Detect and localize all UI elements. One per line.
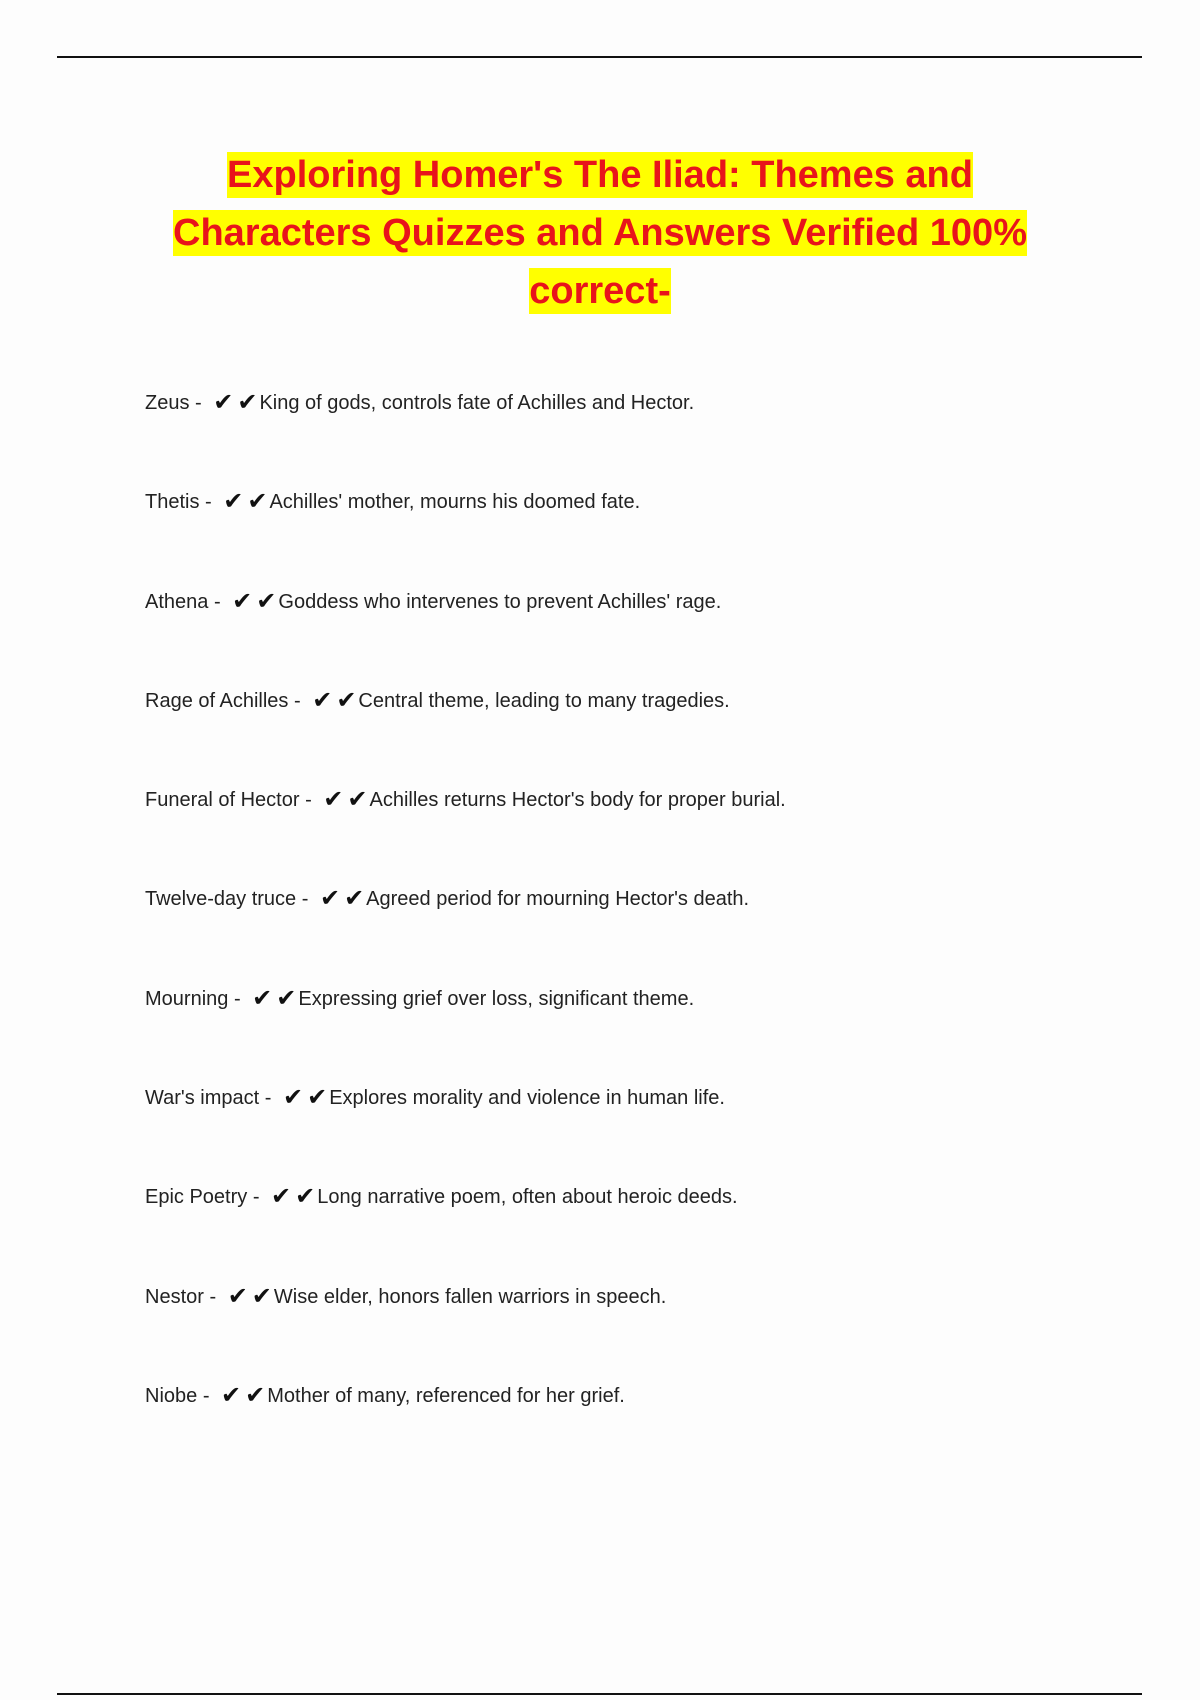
list-item [145,581,1145,680]
term-text: Twelve-day truce [145,888,297,911]
list-item [145,1176,1145,1275]
answer-text: Wise elder, honors fallen warriors in speech. [273,1285,667,1308]
term-text: Epic Poetry [145,1186,248,1209]
separator: - [288,689,307,712]
checkmark-icon: ✔ [245,1380,266,1409]
separator: - [228,987,247,1010]
separator: - [259,1087,277,1110]
checkmark-icon: ✔ [295,1182,316,1211]
term-text: Funeral of Hector [145,789,300,812]
checkmark-icon: ✔ [247,487,268,516]
checkmark-icon: ✔ [323,785,344,814]
separator: - [247,1186,266,1209]
term-text: Zeus [145,392,190,414]
separator: - [199,491,218,514]
term-text: Rage of Achilles [145,689,289,712]
list-item [145,481,1145,580]
document-title [100,146,1100,320]
answer-text: Agreed period for mourning Hector's death. [366,888,750,911]
list-item [145,978,1145,1077]
list-item [145,382,1145,481]
list-item [145,680,1145,779]
top-rule [57,56,1142,58]
checkmark-icon: ✔ [344,884,365,913]
list-item [145,779,1145,878]
answer-text: Expressing grief over loss, significant theme. [298,987,695,1010]
checkmark-icon: ✔ [256,586,277,615]
separator: - [208,590,227,613]
list-item [145,1375,1145,1474]
title-line-2: Characters Quizzes and Answers Verified 100% [173,212,1027,254]
title-line-3: correct- [529,270,671,312]
checkmark-icon: ✔ [347,785,368,814]
separator: - [197,1384,216,1407]
checkmark-icon: ✔ [319,884,341,913]
answer-text: Long narrative poem, often about heroic deeds. [317,1186,738,1209]
checkmark-icon: ✔ [227,1281,248,1310]
checkmark-icon: ✔ [252,983,273,1012]
bottom-rule [57,1693,1142,1695]
checkmark-icon: ✔ [213,388,234,416]
term-text: Mourning [145,987,229,1010]
separator: - [296,888,314,911]
list-item [145,1276,1145,1375]
checkmark-icon: ✔ [312,685,333,714]
term-text: Nestor [145,1285,204,1308]
list-item [145,878,1145,977]
checkmark-icon: ✔ [232,586,253,615]
list-item [145,1077,1145,1176]
checkmark-icon: ✔ [237,388,258,416]
answer-text: Mother of many, referenced for her grief. [267,1384,625,1407]
checkmark-icon: ✔ [271,1182,292,1211]
checkmark-icon: ✔ [336,685,357,714]
term-text: Athena [145,590,209,613]
checkmark-icon: ✔ [221,1380,242,1409]
term-text: War's impact [145,1087,260,1110]
checkmark-icon: ✔ [307,1083,328,1112]
checkmark-icon: ✔ [282,1083,304,1112]
separator: - [299,789,318,812]
answer-text: Achilles' mother, mourns his doomed fate. [269,491,641,514]
answer-text: Explores morality and violence in human life. [329,1087,725,1110]
checkmark-icon: ✔ [251,1281,272,1310]
answer-text: Achilles returns Hector's body for proper burial. [369,789,786,812]
title-line-1: Exploring Homer's The Iliad: Themes and [227,154,973,196]
term-text: Niobe [145,1384,198,1407]
separator: - [189,392,208,414]
checkmark-icon: ✔ [276,983,297,1012]
term-text: Thetis [145,491,200,514]
checkmark-icon: ✔ [223,487,244,516]
qa-list [145,382,1145,1474]
answer-text: Goddess who intervenes to prevent Achilles' rage. [278,590,722,613]
answer-text: Central theme, leading to many tragedies. [358,689,730,712]
separator: - [203,1285,222,1308]
answer-text: King of gods, controls fate of Achilles and Hector. [259,392,695,414]
